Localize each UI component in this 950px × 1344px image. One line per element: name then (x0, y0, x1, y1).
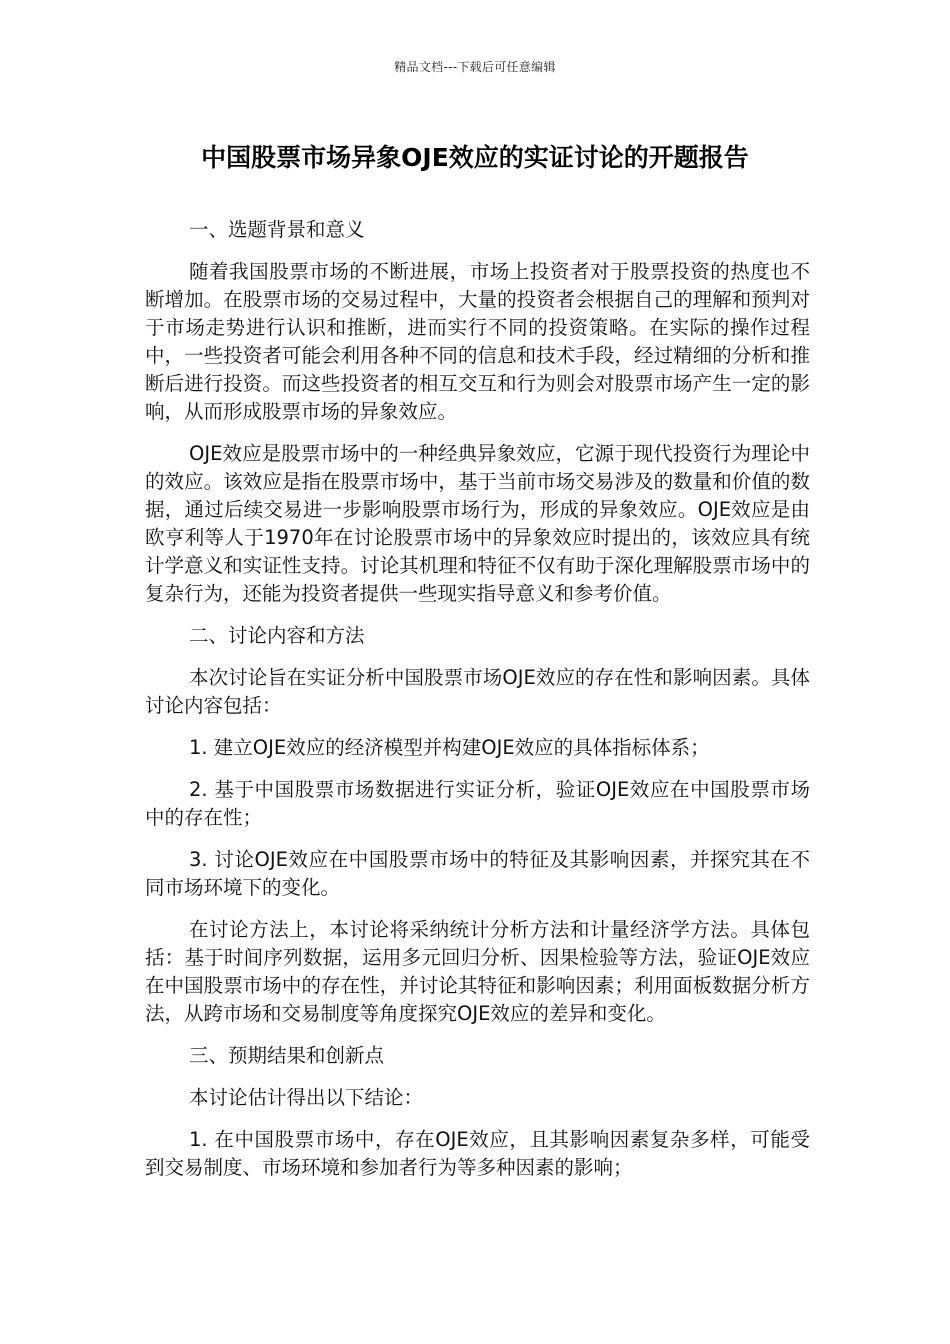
document-body (145, 216, 810, 1196)
paragraph-background-1: 随着我国股票市场的不断进展，市场上投资者对于股票投资的热度也不断增加。在股票市场的交易过程中，大量的投资者会根据自己的理解和预判对于市场走势进行认识和推断，进而实行不同的投资策略。在实际的操作过程中，一些投资者可能会利用各种不同的信息和技术手段，经过精细的分析和推断后进行投资。而这些投资者的相互交互和行为则会对股票市场产生一定的影响，从而形成股票市场的异象效应。 (145, 260, 810, 423)
section-heading-background: 一、选题背景和意义 (189, 218, 365, 241)
list-item-result-1: 1. 在中国股票市场中，存在OJE效应，且其影响因素复杂多样，可能受到交易制度、市场环境和参加者行为等多种因素的影响； (145, 1128, 810, 1179)
paragraph-results-intro: 本讨论估计得出以下结论： (189, 1086, 424, 1109)
section-heading-expected-results: 三、预期结果和创新点 (189, 1044, 385, 1067)
paragraph-background-2: OJE效应是股票市场中的一种经典异象效应，它源于现代投资行为理论中的效应。该效应是指在股票市场中，基于当前市场交易涉及的数量和价值的数据，通过后续交易进一步影响股票市场行为，形成的异象效应。OJE效应是由欧亨利等人于1970年在讨论股票市场中的异象效应时提出的，该效应具有统计学意义和实证性支持。讨论其机理和特征不仅有助于深化理解股票市场中的复杂行为，还能为投资者提供一些现实指导意义和参考价值。 (145, 442, 810, 605)
list-item-content-3: 3. 讨论OJE效应在中国股票市场中的特征及其影响因素，并探究其在不同市场环境下的变化。 (145, 848, 810, 899)
section-heading-content-methods: 二、讨论内容和方法 (189, 624, 365, 647)
list-item-content-1: 1. 建立OJE效应的经济模型并构建OJE效应的具体指标体系； (189, 736, 710, 759)
header-note: 精品文档---下载后可任意编辑 (394, 60, 556, 74)
paragraph-content-intro: 本次讨论旨在实证分析中国股票市场OJE效应的存在性和影响因素。具体讨论内容包括： (145, 666, 810, 717)
document-title: 中国股票市场异象OJE效应的实证讨论的开题报告 (201, 143, 749, 172)
list-item-content-2: 2. 基于中国股票市场数据进行实证分析，验证OJE效应在中国股票市场中的存在性； (145, 778, 810, 829)
paragraph-methods: 在讨论方法上，本讨论将采纳统计分析方法和计量经济学方法。具体包括：基于时间序列数据，运用多元回归分析、因果检验等方法，验证OJE效应在中国股票市场中的存在性，并讨论其特征和影响因素；利用面板数据分析方法，从跨市场和交易制度等角度探究OJE效应的差异和变化。 (145, 918, 810, 1025)
